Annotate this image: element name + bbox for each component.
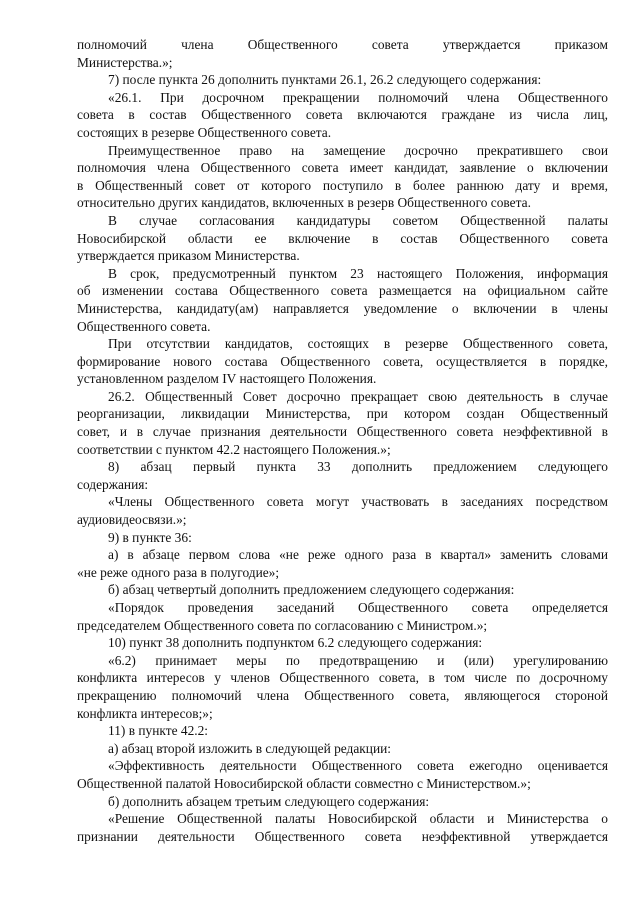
document-line: прекращению полномочий члена Общественного совета, являющегося стороной xyxy=(77,687,608,703)
document-line: соответствии с пунктом 42.2 настоящего Положения.»; xyxy=(77,441,391,457)
document-line: утверждается приказом Министерства. xyxy=(77,248,300,264)
document-line: «6.2) принимает меры по предотвращению и (или) урегулированию xyxy=(108,652,608,668)
document-line: конфликта интересов;»; xyxy=(77,705,213,721)
document-line: конфликта интересов у членов Общественного совета, в том числе по досрочному xyxy=(77,670,608,686)
document-line: «26.1. При досрочном прекращении полномочий члена Общественного xyxy=(108,89,608,105)
document-line: «Эффективность деятельности Общественного совета ежегодно оценивается xyxy=(108,758,608,774)
document-line: Общественной палатой Новосибирской области совместно с Министерством.»; xyxy=(77,775,531,791)
document-line: а) абзац второй изложить в следующей редакции: xyxy=(108,740,392,756)
document-line: «Порядок проведения заседаний Общественного совета определяется xyxy=(108,600,608,615)
document-line: председателем Общественного совета по согласованию с Министром.»; xyxy=(77,617,488,633)
document-line: полномочий члена Общественного совета утверждается приказом xyxy=(77,37,608,52)
document-line: признании деятельности Общественного совета неэффективной утверждается xyxy=(77,828,608,844)
document-line: 9) в пункте 36: xyxy=(108,529,192,545)
document-line: «не реже одного раза в полугодие»; xyxy=(77,564,280,580)
document-line: совета в состав Общественного совета включаются граждане из числа лиц, xyxy=(77,107,608,123)
document-line: совет, и в случае признания деятельности Общественного совета неэффективной в xyxy=(77,424,608,440)
document-line: В срок, предусмотренный пунктом 23 настоящего Положения, информация xyxy=(108,265,608,281)
document-line: В случае согласования кандидатуры советом Общественной палаты xyxy=(108,212,608,228)
document-line: 11) в пункте 42.2: xyxy=(108,723,209,739)
document-line: 8) абзац первый пункта 33 дополнить предложением следующего xyxy=(108,459,608,475)
document-line: б) абзац четвертый дополнить предложением следующего содержания: xyxy=(108,582,515,598)
document-text-body xyxy=(77,36,608,845)
document-line: об изменении состава Общественного совета размещается на официальном сайте xyxy=(77,283,608,299)
document-line: содержания: xyxy=(77,476,149,492)
document-line: установленном разделом IV настоящего Положения. xyxy=(77,371,377,387)
document-line: Министерства.»; xyxy=(77,54,173,70)
document-line: Общественного совета. xyxy=(77,318,211,334)
document-line: аудиовидеосвязи.»; xyxy=(77,512,187,528)
document-line: формирование нового состава Общественного совета, осуществляется в порядке, xyxy=(77,353,608,369)
document-line: а) в абзаце первом слова «не реже одного раза в квартал» заменить словами xyxy=(108,547,608,563)
document-line: Министерства, кандидату(ам) направляется уведомление о включении в члены xyxy=(77,300,608,316)
document-line: Новосибирской области ее включение в состав Общественного совета xyxy=(77,230,608,246)
document-line: «Члены Общественного совета могут участвовать в заседаниях посредством xyxy=(108,494,608,510)
document-line: При отсутствии кандидатов, состоящих в резерве Общественного совета, xyxy=(108,336,608,352)
document-line: 26.2. Общественный Совет досрочно прекращает свою деятельность в случае xyxy=(108,388,608,404)
document-line: 7) после пункта 26 дополнить пунктами 26.1, 26.2 следующего содержания: xyxy=(108,72,542,88)
document-line: в Общественный совет от которого поступило в более раннюю дату и время, xyxy=(77,177,608,193)
document-line: состоящих в резерве Общественного совета. xyxy=(77,124,332,140)
document-line: Преимущественное право на замещение досрочно прекратившего свои xyxy=(108,142,608,158)
document-line: б) дополнить абзацем третьим следующего содержания: xyxy=(108,793,430,809)
document-line: реорганизации, ликвидации Министерства, при котором создан Общественный xyxy=(77,406,608,422)
document-line: «Решение Общественной палаты Новосибирской области и Министерства о xyxy=(108,811,608,827)
document-line: 10) пункт 38 дополнить подпунктом 6.2 следующего содержания: xyxy=(108,635,483,651)
document-line: полномочия члена Общественного совета имеет кандидат, заявление о включении xyxy=(77,160,608,176)
document-line: относительно других кандидатов, включенных в резерв Общественного совета. xyxy=(77,195,531,211)
